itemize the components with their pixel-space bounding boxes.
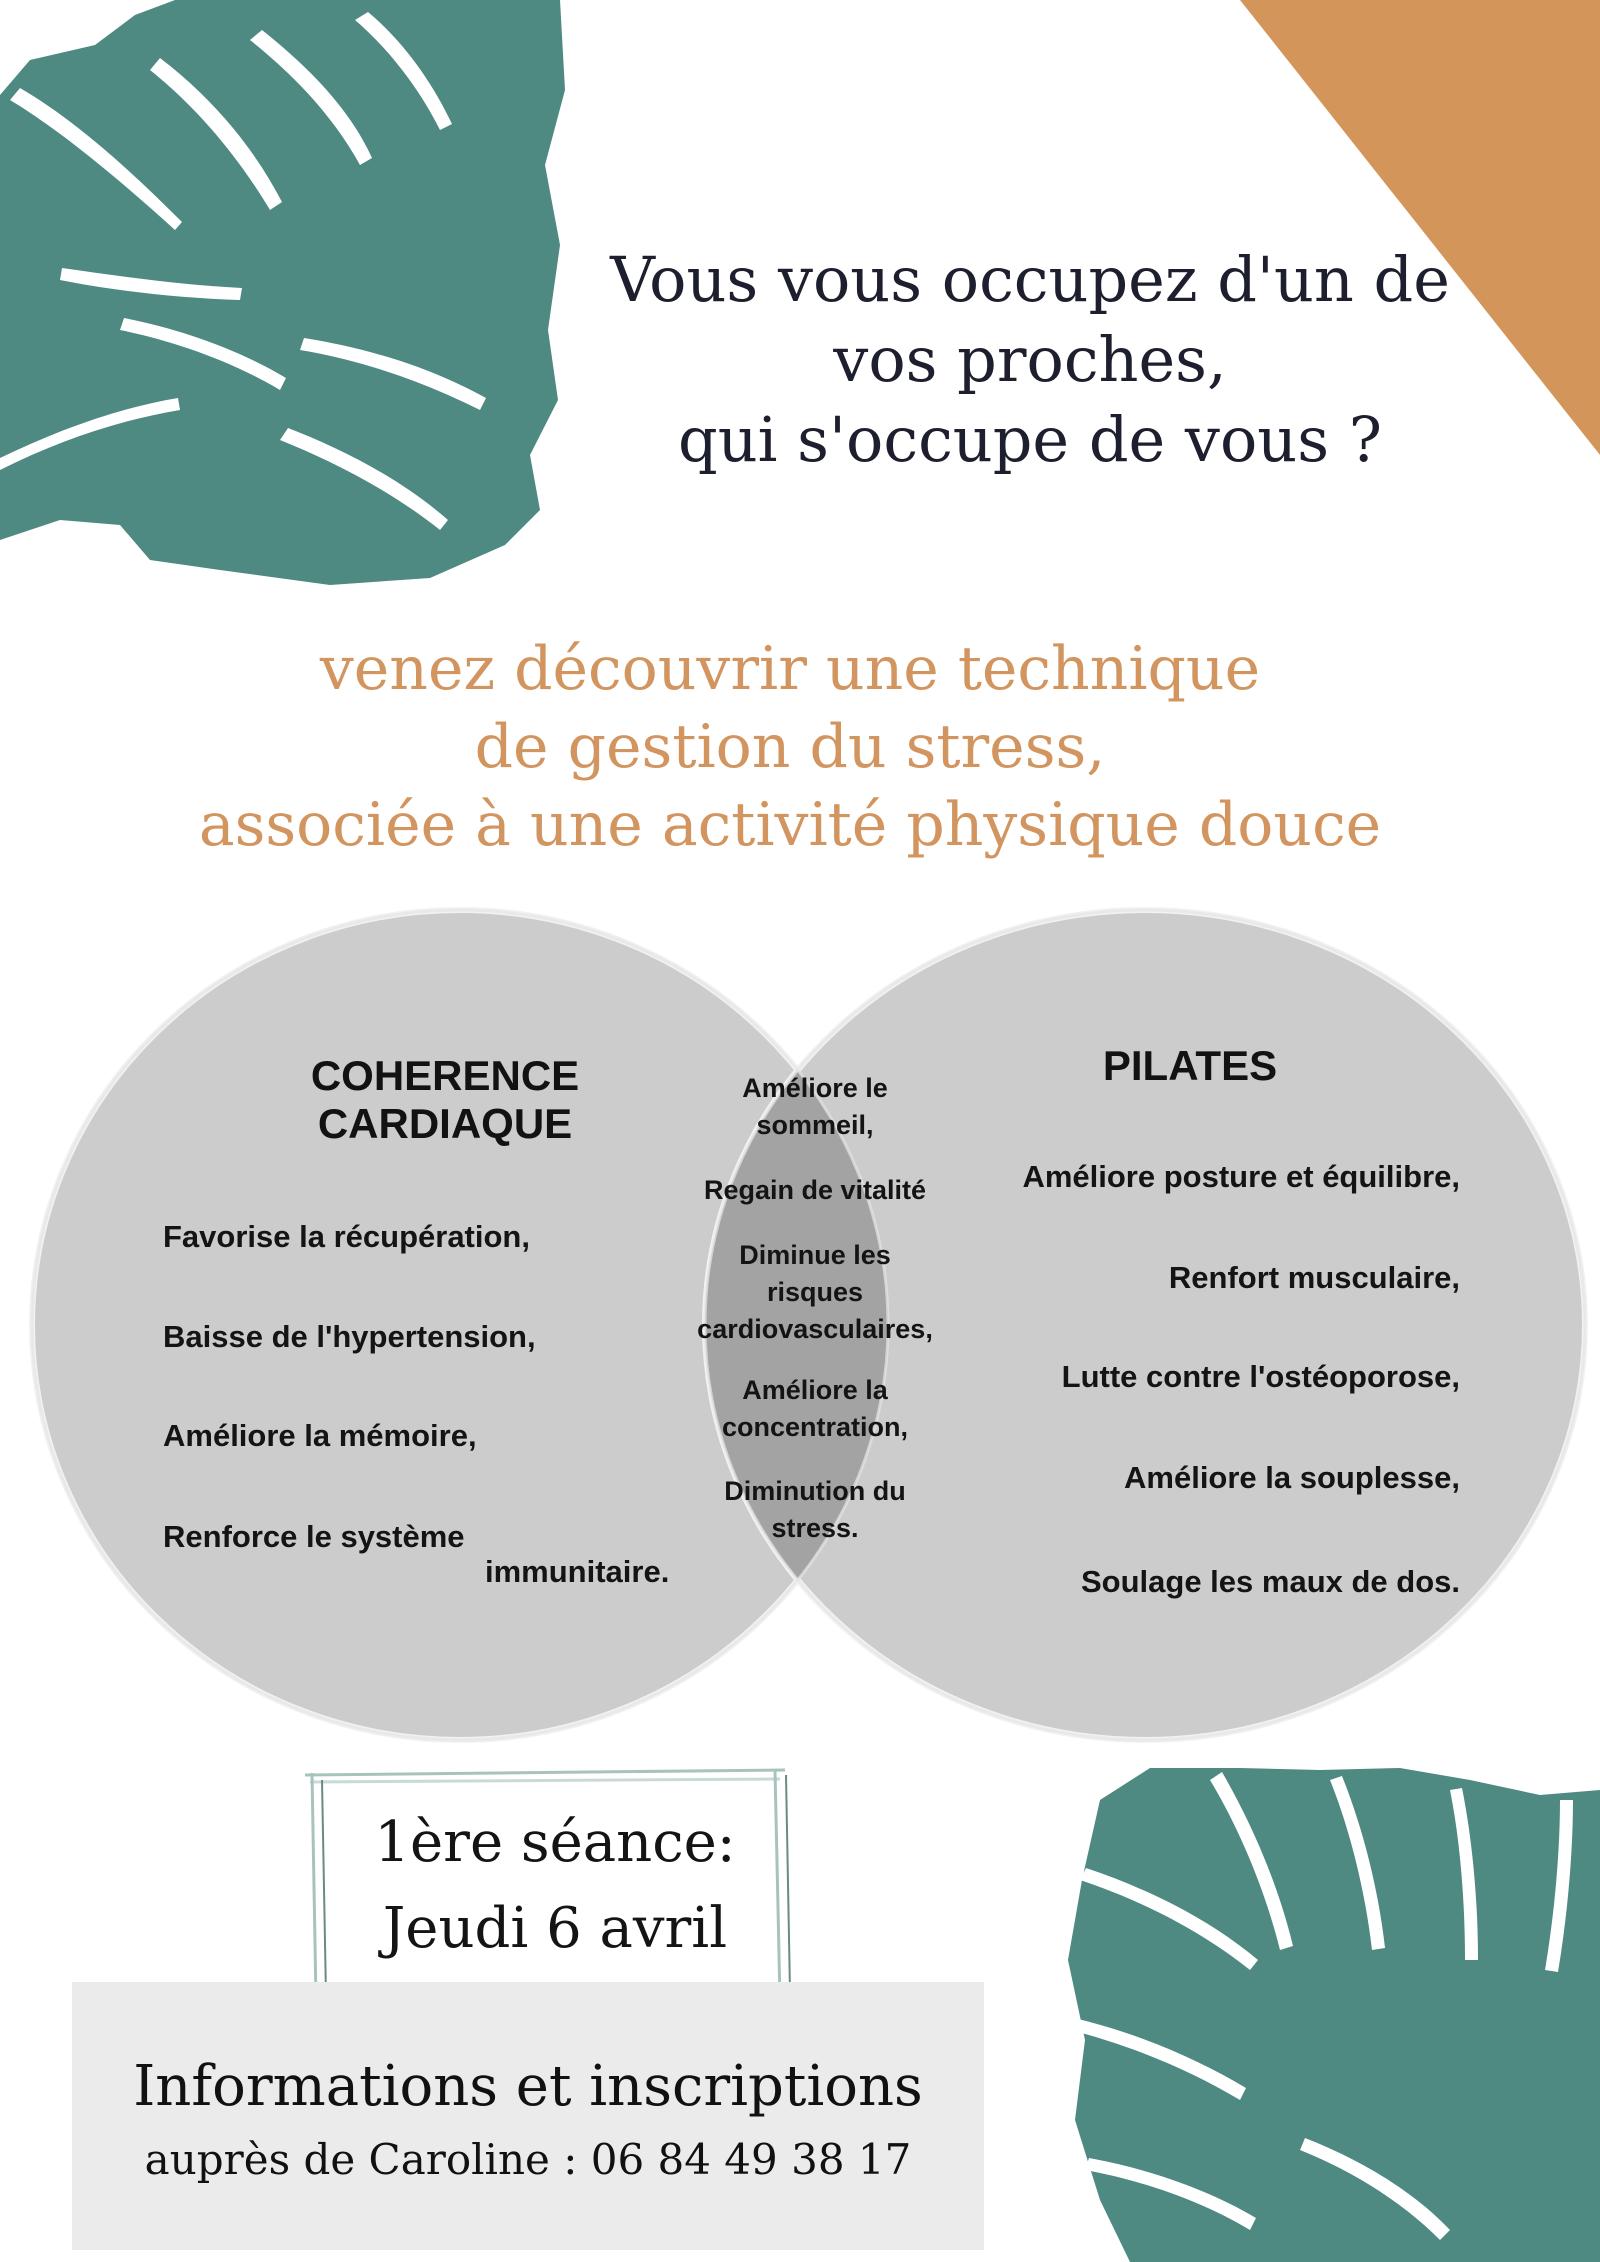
- headline-line: Vous vous occupez d'un de: [610, 243, 1450, 316]
- info-contact: auprès de Caroline : 06 84 49 38 17: [144, 2135, 912, 2184]
- venn-overlap-line: sommeil,: [756, 1110, 874, 1140]
- venn-overlap-item: [665, 1372, 965, 1446]
- session-date: [320, 1800, 790, 1972]
- venn-left-title: [250, 1052, 640, 1148]
- subheadline-line: associée à une activité physique douce: [198, 790, 1382, 860]
- subheadline: [60, 630, 1520, 864]
- headline: [520, 240, 1540, 480]
- venn-left-title-line: CARDIAQUE: [317, 1100, 573, 1147]
- venn-overlap-item: [665, 1172, 965, 1209]
- monstera-leaf-top-icon: [0, 0, 565, 585]
- venn-left-item: Renforce le système: [163, 1519, 465, 1554]
- venn-overlap-line: cardiovasculaires,: [697, 1314, 933, 1344]
- venn-left-item: Favorise la récupération,: [163, 1219, 530, 1254]
- venn-overlap-line: stress.: [771, 1513, 859, 1543]
- headline-line: qui s'occupe de vous ?: [678, 403, 1382, 476]
- venn-right-item: Renfort musculaire,: [1168, 1260, 1460, 1295]
- session-line: 1ère séance:: [374, 1810, 736, 1875]
- venn-left-item: immunitaire.: [485, 1554, 670, 1589]
- venn-overlap-line: Regain de vitalité: [703, 1175, 927, 1205]
- venn-right-item: Soulage les maux de dos.: [1080, 1564, 1460, 1599]
- venn-right-item: Améliore posture et équilibre,: [1022, 1159, 1460, 1194]
- venn-overlap-line: risques: [766, 1277, 864, 1307]
- session-line: Jeudi 6 avril: [382, 1896, 728, 1961]
- info-title: Informations et inscriptions: [133, 2054, 923, 2119]
- venn-overlap-item: [665, 1237, 965, 1348]
- subheadline-line: venez découvrir une technique: [319, 634, 1261, 704]
- venn-right-title: PILATES: [1102, 1042, 1278, 1089]
- venn-left-title-line: COHERENCE: [310, 1052, 580, 1099]
- monstera-leaf-bottom-icon: [1068, 1768, 1600, 2262]
- venn-left-item: Améliore la mémoire,: [163, 1418, 477, 1453]
- venn-overlap-item: [665, 1070, 965, 1144]
- venn-right-item: Améliore la souplesse,: [1124, 1460, 1460, 1495]
- venn-left-item: Baisse de l'hypertension,: [163, 1319, 536, 1354]
- venn-overlap-line: Améliore la: [742, 1375, 888, 1405]
- headline-line: vos proches,: [833, 323, 1227, 396]
- venn-overlap-line: concentration,: [721, 1412, 909, 1442]
- subheadline-line: de gestion du stress,: [474, 712, 1106, 782]
- venn-right-item: Lutte contre l'ostéoporose,: [1061, 1359, 1460, 1394]
- venn-overlap-item: [665, 1473, 965, 1547]
- venn-overlap-line: Diminution du: [724, 1476, 906, 1506]
- venn-overlap-line: Améliore le: [742, 1073, 888, 1103]
- venn-overlap-line: Diminue les: [739, 1240, 891, 1270]
